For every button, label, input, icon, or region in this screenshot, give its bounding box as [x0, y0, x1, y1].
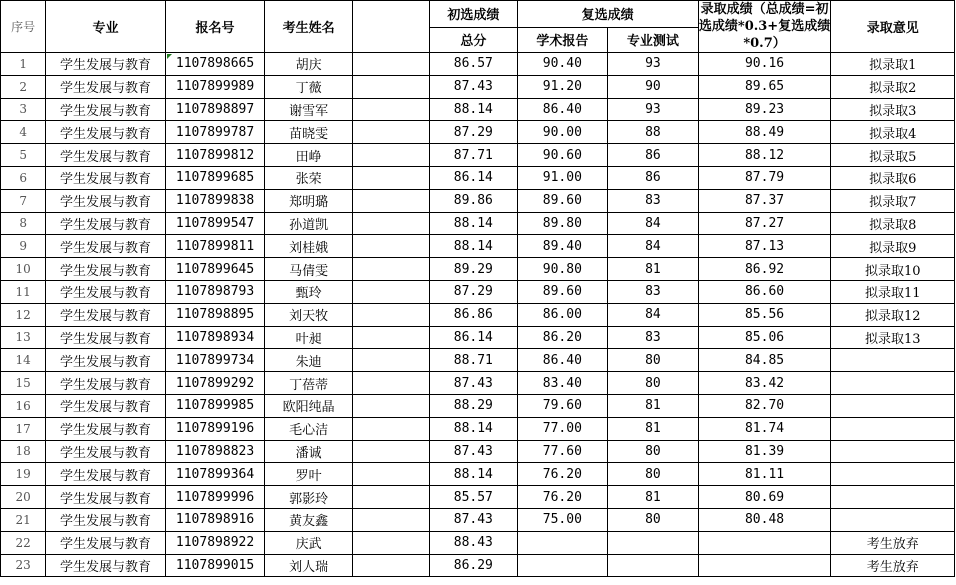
cell-blank [352, 417, 429, 440]
cell-major: 学生发展与教育 [46, 166, 165, 189]
cell-major: 学生发展与教育 [46, 486, 165, 509]
cell-blank [352, 144, 429, 167]
cell-final-score: 80.69 [698, 486, 831, 509]
cell-final-score: 87.79 [698, 166, 831, 189]
cell-name: 叶昶 [265, 326, 352, 349]
table-row [1, 166, 955, 189]
cell-retest-test: 81 [608, 394, 699, 417]
cell-opinion: 拟录取8 [831, 212, 955, 235]
header-initial: 初选成绩 [430, 1, 517, 28]
cell-seq: 22 [1, 531, 46, 554]
table-row [1, 98, 955, 121]
cell-blank [352, 486, 429, 509]
cell-opinion [831, 440, 955, 463]
cell-final-score: 89.65 [698, 75, 831, 98]
cell-name: 丁蓓蒂 [265, 372, 352, 395]
cell-final-score: 85.06 [698, 326, 831, 349]
cell-reg-no: 1107898665 [165, 53, 265, 76]
cell-retest-report: 86.40 [517, 98, 608, 121]
cell-major: 学生发展与教育 [46, 326, 165, 349]
cell-seq: 17 [1, 417, 46, 440]
header-seq: 序号 [1, 1, 46, 53]
cell-final-score: 85.56 [698, 303, 831, 326]
header-name: 考生姓名 [265, 1, 352, 53]
cell-opinion: 拟录取7 [831, 189, 955, 212]
cell-seq: 19 [1, 463, 46, 486]
table-row [1, 235, 955, 258]
cell-initial-total: 87.29 [430, 121, 517, 144]
cell-name: 毛心洁 [265, 417, 352, 440]
cell-initial-total: 88.71 [430, 349, 517, 372]
cell-opinion [831, 349, 955, 372]
cell-retest-report: 90.40 [517, 53, 608, 76]
cell-retest-report: 75.00 [517, 508, 608, 531]
cell-major: 学生发展与教育 [46, 189, 165, 212]
cell-initial-total: 88.29 [430, 394, 517, 417]
cell-retest-test: 80 [608, 349, 699, 372]
cell-retest-test: 80 [608, 463, 699, 486]
cell-retest-test: 80 [608, 508, 699, 531]
header-retest-report: 学术报告 [517, 27, 608, 52]
cell-retest-report: 86.20 [517, 326, 608, 349]
cell-name: 潘诚 [265, 440, 352, 463]
cell-name: 甄玲 [265, 280, 352, 303]
cell-retest-report: 90.00 [517, 121, 608, 144]
cell-name: 郑明璐 [265, 189, 352, 212]
cell-name: 谢雪军 [265, 98, 352, 121]
cell-retest-test: 81 [608, 417, 699, 440]
cell-seq: 14 [1, 349, 46, 372]
cell-retest-report: 86.40 [517, 349, 608, 372]
cell-name: 罗叶 [265, 463, 352, 486]
cell-major: 学生发展与教育 [46, 372, 165, 395]
cell-seq: 10 [1, 258, 46, 281]
table-row [1, 53, 955, 76]
cell-final-score: 87.13 [698, 235, 831, 258]
cell-retest-test: 86 [608, 166, 699, 189]
cell-retest-test: 86 [608, 144, 699, 167]
cell-name: 黄友鑫 [265, 508, 352, 531]
header-major: 专业 [46, 1, 165, 53]
header-blank [352, 1, 429, 53]
header-retest: 复选成绩 [517, 1, 698, 28]
cell-blank [352, 189, 429, 212]
cell-final-score: 80.48 [698, 508, 831, 531]
table-row [1, 326, 955, 349]
cell-blank [352, 258, 429, 281]
cell-retest-test: 83 [608, 280, 699, 303]
cell-major: 学生发展与教育 [46, 440, 165, 463]
cell-reg-no: 1107898897 [165, 98, 265, 121]
cell-initial-total: 88.14 [430, 463, 517, 486]
cell-name: 朱迪 [265, 349, 352, 372]
cell-major: 学生发展与教育 [46, 212, 165, 235]
cell-retest-report: 89.60 [517, 280, 608, 303]
cell-initial-total: 88.43 [430, 531, 517, 554]
cell-blank [352, 372, 429, 395]
cell-blank [352, 53, 429, 76]
cell-final-score: 81.11 [698, 463, 831, 486]
cell-seq: 9 [1, 235, 46, 258]
cell-reg-no: 1107898823 [165, 440, 265, 463]
cell-blank [352, 303, 429, 326]
cell-retest-test: 84 [608, 235, 699, 258]
cell-initial-total: 88.14 [430, 212, 517, 235]
cell-name: 孙道凯 [265, 212, 352, 235]
cell-reg-no: 1107898895 [165, 303, 265, 326]
cell-retest-test: 84 [608, 303, 699, 326]
cell-initial-total: 86.86 [430, 303, 517, 326]
cell-initial-total: 87.43 [430, 372, 517, 395]
cell-major: 学生发展与教育 [46, 98, 165, 121]
cell-opinion: 拟录取9 [831, 235, 955, 258]
cell-retest-test: 84 [608, 212, 699, 235]
cell-retest-report: 91.20 [517, 75, 608, 98]
cell-opinion [831, 463, 955, 486]
cell-blank [352, 212, 429, 235]
cell-major: 学生发展与教育 [46, 508, 165, 531]
table-row [1, 258, 955, 281]
cell-seq: 20 [1, 486, 46, 509]
table-row [1, 531, 955, 554]
cell-seq: 8 [1, 212, 46, 235]
cell-initial-total: 89.86 [430, 189, 517, 212]
cell-reg-no: 1107898922 [165, 531, 265, 554]
cell-name: 庆武 [265, 531, 352, 554]
cell-opinion [831, 394, 955, 417]
cell-retest-report: 86.00 [517, 303, 608, 326]
cell-final-score [698, 554, 831, 577]
cell-seq: 2 [1, 75, 46, 98]
cell-initial-total: 87.29 [430, 280, 517, 303]
cell-retest-test: 90 [608, 75, 699, 98]
cell-opinion [831, 508, 955, 531]
cell-opinion: 拟录取3 [831, 98, 955, 121]
cell-blank [352, 98, 429, 121]
cell-final-score: 86.60 [698, 280, 831, 303]
cell-name: 郭影玲 [265, 486, 352, 509]
cell-opinion: 考生放弃 [831, 531, 955, 554]
cell-name: 胡庆 [265, 53, 352, 76]
cell-name: 欧阳纯晶 [265, 394, 352, 417]
cell-seq: 21 [1, 508, 46, 531]
table-row [1, 508, 955, 531]
cell-initial-total: 87.43 [430, 508, 517, 531]
cell-seq: 5 [1, 144, 46, 167]
cell-seq: 7 [1, 189, 46, 212]
cell-final-score: 86.92 [698, 258, 831, 281]
cell-blank [352, 75, 429, 98]
cell-final-score: 87.37 [698, 189, 831, 212]
cell-retest-report: 89.40 [517, 235, 608, 258]
cell-blank [352, 531, 429, 554]
cell-retest-report: 77.00 [517, 417, 608, 440]
cell-seq: 18 [1, 440, 46, 463]
cell-opinion: 拟录取4 [831, 121, 955, 144]
cell-final-score: 83.42 [698, 372, 831, 395]
cell-reg-no: 1107899685 [165, 166, 265, 189]
cell-retest-report: 89.60 [517, 189, 608, 212]
cell-retest-test: 80 [608, 372, 699, 395]
cell-final-score: 88.49 [698, 121, 831, 144]
cell-retest-report [517, 531, 608, 554]
cell-seq: 1 [1, 53, 46, 76]
cell-reg-no: 1107898793 [165, 280, 265, 303]
cell-major: 学生发展与教育 [46, 349, 165, 372]
cell-major: 学生发展与教育 [46, 303, 165, 326]
cell-final-score: 87.27 [698, 212, 831, 235]
header-reg-no: 报名号 [165, 1, 265, 53]
cell-retest-report: 89.80 [517, 212, 608, 235]
table-row [1, 463, 955, 486]
cell-blank [352, 235, 429, 258]
cell-name: 刘人瑞 [265, 554, 352, 577]
cell-retest-test: 80 [608, 440, 699, 463]
cell-blank [352, 394, 429, 417]
header-opinion: 录取意见 [831, 1, 955, 53]
cell-initial-total: 87.71 [430, 144, 517, 167]
cell-reg-no: 1107899838 [165, 189, 265, 212]
header-retest-test: 专业测试 [608, 27, 699, 52]
table-row [1, 212, 955, 235]
cell-name: 刘桂娥 [265, 235, 352, 258]
cell-retest-test: 93 [608, 53, 699, 76]
cell-major: 学生发展与教育 [46, 531, 165, 554]
cell-final-score: 84.85 [698, 349, 831, 372]
cell-major: 学生发展与教育 [46, 121, 165, 144]
cell-initial-total: 86.29 [430, 554, 517, 577]
cell-opinion: 拟录取11 [831, 280, 955, 303]
cell-final-score: 81.39 [698, 440, 831, 463]
cell-reg-no: 1107899196 [165, 417, 265, 440]
table-row [1, 349, 955, 372]
cell-initial-total: 86.57 [430, 53, 517, 76]
cell-seq: 6 [1, 166, 46, 189]
cell-opinion [831, 486, 955, 509]
cell-final-score: 81.74 [698, 417, 831, 440]
cell-seq: 13 [1, 326, 46, 349]
cell-major: 学生发展与教育 [46, 258, 165, 281]
cell-reg-no: 1107899292 [165, 372, 265, 395]
cell-final-score: 89.23 [698, 98, 831, 121]
cell-seq: 12 [1, 303, 46, 326]
cell-opinion: 拟录取10 [831, 258, 955, 281]
cell-reg-no: 1107899015 [165, 554, 265, 577]
header-initial-total: 总分 [430, 27, 517, 52]
cell-final-score [698, 531, 831, 554]
cell-major: 学生发展与教育 [46, 53, 165, 76]
table-row [1, 440, 955, 463]
cell-retest-test: 93 [608, 98, 699, 121]
cell-name: 张荣 [265, 166, 352, 189]
cell-major: 学生发展与教育 [46, 235, 165, 258]
cell-retest-test: 81 [608, 258, 699, 281]
cell-reg-no: 1107899645 [165, 258, 265, 281]
cell-retest-test [608, 554, 699, 577]
cell-name: 刘天牧 [265, 303, 352, 326]
cell-initial-total: 89.29 [430, 258, 517, 281]
table-row [1, 554, 955, 577]
cell-blank [352, 508, 429, 531]
cell-blank [352, 554, 429, 577]
cell-initial-total: 86.14 [430, 166, 517, 189]
cell-seq: 3 [1, 98, 46, 121]
cell-reg-no: 1107899547 [165, 212, 265, 235]
table-row [1, 121, 955, 144]
cell-retest-test: 83 [608, 326, 699, 349]
cell-major: 学生发展与教育 [46, 75, 165, 98]
cell-blank [352, 326, 429, 349]
cell-retest-report: 90.60 [517, 144, 608, 167]
cell-retest-report: 76.20 [517, 463, 608, 486]
cell-opinion: 拟录取13 [831, 326, 955, 349]
cell-blank [352, 463, 429, 486]
table-row [1, 189, 955, 212]
cell-initial-total: 87.43 [430, 75, 517, 98]
table-row [1, 280, 955, 303]
cell-initial-total: 88.14 [430, 417, 517, 440]
cell-seq: 23 [1, 554, 46, 577]
cell-opinion [831, 372, 955, 395]
cell-retest-report: 79.60 [517, 394, 608, 417]
table-row [1, 144, 955, 167]
cell-blank [352, 280, 429, 303]
cell-major: 学生发展与教育 [46, 417, 165, 440]
cell-seq: 15 [1, 372, 46, 395]
cell-reg-no: 1107899787 [165, 121, 265, 144]
table-row [1, 394, 955, 417]
table-row [1, 417, 955, 440]
cell-initial-total: 88.14 [430, 98, 517, 121]
table-row [1, 303, 955, 326]
cell-retest-report: 90.80 [517, 258, 608, 281]
cell-final-score: 90.16 [698, 53, 831, 76]
cell-seq: 4 [1, 121, 46, 144]
cell-opinion: 拟录取5 [831, 144, 955, 167]
table-row [1, 372, 955, 395]
cell-reg-no: 1107899989 [165, 75, 265, 98]
cell-retest-report [517, 554, 608, 577]
cell-retest-report: 76.20 [517, 486, 608, 509]
cell-blank [352, 349, 429, 372]
cell-initial-total: 86.14 [430, 326, 517, 349]
cell-name: 马倩雯 [265, 258, 352, 281]
cell-reg-no: 1107899811 [165, 235, 265, 258]
cell-retest-report: 77.60 [517, 440, 608, 463]
cell-blank [352, 121, 429, 144]
cell-major: 学生发展与教育 [46, 394, 165, 417]
cell-opinion: 拟录取6 [831, 166, 955, 189]
cell-reg-no: 1107899985 [165, 394, 265, 417]
table-row [1, 486, 955, 509]
header-final: 录取成绩（总成绩=初选成绩*0.3+复选成绩*0.7） [698, 2, 831, 51]
cell-opinion: 考生放弃 [831, 554, 955, 577]
cell-final-score: 88.12 [698, 144, 831, 167]
cell-name: 丁薇 [265, 75, 352, 98]
cell-reg-no: 1107899996 [165, 486, 265, 509]
cell-retest-report: 91.00 [517, 166, 608, 189]
cell-retest-test: 88 [608, 121, 699, 144]
cell-blank [352, 440, 429, 463]
cell-initial-total: 88.14 [430, 235, 517, 258]
cell-major: 学生发展与教育 [46, 280, 165, 303]
cell-opinion [831, 417, 955, 440]
cell-opinion: 拟录取2 [831, 75, 955, 98]
cell-name: 田峥 [265, 144, 352, 167]
cell-retest-report: 83.40 [517, 372, 608, 395]
cell-retest-test: 81 [608, 486, 699, 509]
cell-name: 苗晓雯 [265, 121, 352, 144]
cell-initial-total: 85.57 [430, 486, 517, 509]
cell-seq: 11 [1, 280, 46, 303]
cell-final-score: 82.70 [698, 394, 831, 417]
cell-opinion: 拟录取12 [831, 303, 955, 326]
cell-reg-no: 1107899812 [165, 144, 265, 167]
cell-retest-test [608, 531, 699, 554]
table-body [1, 53, 955, 577]
cell-reg-no: 1107899364 [165, 463, 265, 486]
table-row [1, 75, 955, 98]
cell-reg-no: 1107899734 [165, 349, 265, 372]
cell-retest-test: 83 [608, 189, 699, 212]
cell-seq: 16 [1, 394, 46, 417]
cell-major: 学生发展与教育 [46, 463, 165, 486]
cell-major: 学生发展与教育 [46, 554, 165, 577]
cell-opinion: 拟录取1 [831, 53, 955, 76]
cell-blank [352, 166, 429, 189]
cell-initial-total: 87.43 [430, 440, 517, 463]
cell-reg-no: 1107898934 [165, 326, 265, 349]
cell-major: 学生发展与教育 [46, 144, 165, 167]
cell-reg-no: 1107898916 [165, 508, 265, 531]
